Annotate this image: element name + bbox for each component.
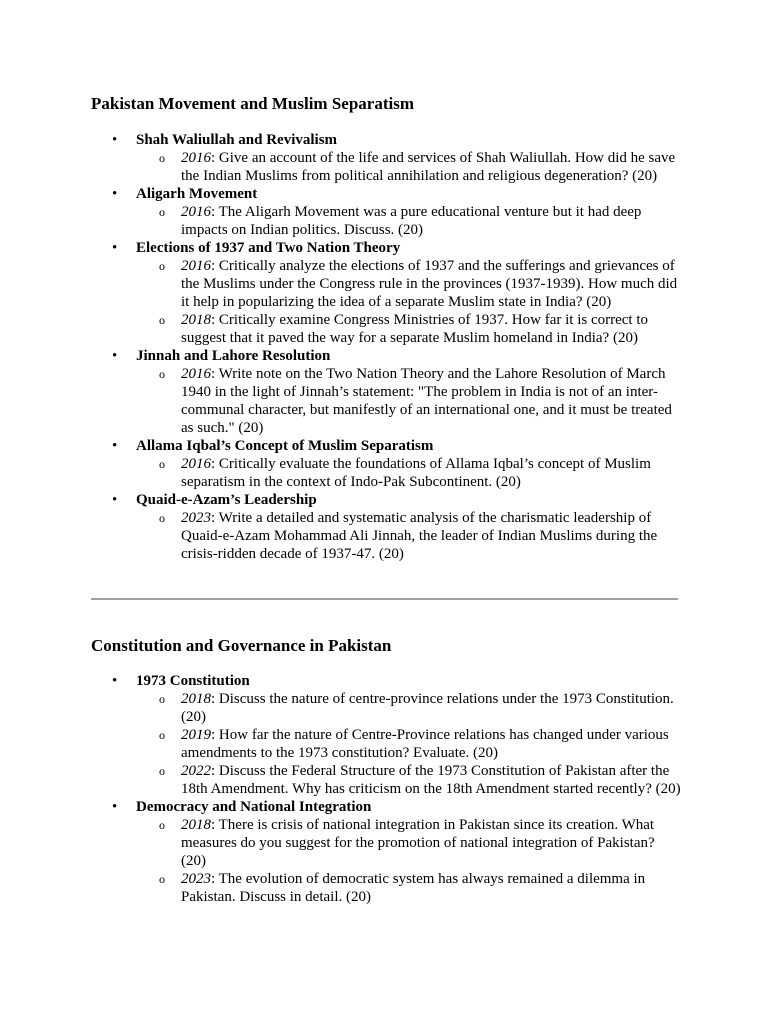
question-list bbox=[136, 455, 681, 491]
topic-item bbox=[91, 437, 681, 491]
question-text: : Discuss the nature of centre-province relations under the 1973 Constitution. (20) bbox=[181, 691, 674, 725]
sub-bullet-icon: o bbox=[159, 692, 165, 706]
bullet-icon: • bbox=[112, 673, 118, 689]
section-constitution-governance bbox=[91, 635, 681, 906]
question-item bbox=[136, 726, 681, 762]
question-item bbox=[136, 365, 681, 437]
question-list bbox=[136, 816, 681, 906]
topic-item bbox=[91, 347, 681, 437]
question-item bbox=[136, 149, 681, 185]
question-list bbox=[136, 149, 681, 185]
question-item bbox=[136, 509, 681, 563]
bullet-icon: • bbox=[112, 348, 118, 364]
topic-title: Allama Iqbal’s Concept of Muslim Separatism bbox=[136, 438, 434, 454]
bullet-icon: • bbox=[112, 438, 118, 454]
topic-item bbox=[91, 185, 681, 239]
sub-bullet-icon: o bbox=[159, 728, 165, 742]
section-divider bbox=[91, 598, 678, 600]
topic-item bbox=[91, 672, 681, 798]
bullet-icon: • bbox=[112, 240, 118, 256]
question-list bbox=[136, 690, 681, 798]
sub-bullet-icon: o bbox=[159, 457, 165, 471]
question-item bbox=[136, 762, 681, 798]
question-year: 2023 bbox=[181, 510, 211, 526]
question-item bbox=[136, 203, 681, 239]
question-text: : The Aligarh Movement was a pure educational venture but it had deep impacts on Indian politics. Discuss. (20) bbox=[181, 204, 642, 238]
question-item bbox=[136, 816, 681, 870]
topic-item bbox=[91, 491, 681, 563]
bullet-icon: • bbox=[112, 492, 118, 508]
topic-item bbox=[91, 239, 681, 347]
question-year: 2019 bbox=[181, 727, 211, 743]
sub-bullet-icon: o bbox=[159, 151, 165, 165]
question-year: 2016 bbox=[181, 204, 211, 220]
topic-title: Quaid-e-Azam’s Leadership bbox=[136, 492, 317, 508]
topic-title: Jinnah and Lahore Resolution bbox=[136, 348, 331, 364]
sub-bullet-icon: o bbox=[159, 764, 165, 778]
question-text: : There is crisis of national integration in Pakistan since its creation. What measures do you suggest for the promotion of national integration of Pakistan? (20) bbox=[181, 817, 655, 869]
topic-list bbox=[91, 672, 681, 906]
question-year: 2016 bbox=[181, 150, 211, 166]
topic-title: Shah Waliullah and Revivalism bbox=[136, 132, 338, 148]
topic-title: Elections of 1937 and Two Nation Theory bbox=[136, 240, 401, 256]
bullet-icon: • bbox=[112, 186, 118, 202]
question-text: : Discuss the Federal Structure of the 1973 Constitution of Pakistan after the 18th Amendment. Why has criticism on the 18th Amendment started recently? (20) bbox=[181, 763, 681, 797]
question-year: 2016 bbox=[181, 456, 211, 472]
question-year: 2023 bbox=[181, 871, 211, 887]
topic-list bbox=[91, 131, 681, 563]
sub-bullet-icon: o bbox=[159, 205, 165, 219]
question-text: : Write a detailed and systematic analysis of the charismatic leadership of Quaid-e-Azam Mohammad Ali Jinnah, the leader of Indian Muslims during the crisis-ridden decade of 1937-47. (20) bbox=[181, 510, 658, 562]
sub-bullet-icon: o bbox=[159, 511, 165, 525]
question-text: : Critically examine Congress Ministries of 1937. How far it is correct to suggest that it paved the way for a separate Muslim homeland in India? (20) bbox=[181, 312, 648, 346]
question-item bbox=[136, 257, 681, 311]
topic-title: 1973 Constitution bbox=[136, 673, 250, 689]
question-list bbox=[136, 365, 681, 437]
topic-item bbox=[91, 798, 681, 906]
section-title: Constitution and Governance in Pakistan bbox=[91, 636, 392, 655]
question-year: 2016 bbox=[181, 258, 211, 274]
sub-bullet-icon: o bbox=[159, 872, 165, 886]
question-item bbox=[136, 870, 681, 906]
bullet-icon: • bbox=[112, 132, 118, 148]
question-year: 2018 bbox=[181, 817, 211, 833]
question-year: 2022 bbox=[181, 763, 211, 779]
question-year: 2016 bbox=[181, 366, 211, 382]
topic-item bbox=[91, 131, 681, 185]
question-item bbox=[136, 455, 681, 491]
topic-title: Aligarh Movement bbox=[136, 186, 258, 202]
sub-bullet-icon: o bbox=[159, 367, 165, 381]
section-title: Pakistan Movement and Muslim Separatism bbox=[91, 94, 414, 113]
question-text: : Write note on the Two Nation Theory and the Lahore Resolution of March 1940 in the light of Jinnah’s statement: "The problem in India is not of an inter-communal character, but manifestly of an international one, and it must be treated as such." (20) bbox=[181, 366, 672, 436]
question-list bbox=[136, 509, 681, 563]
question-item bbox=[136, 690, 681, 726]
sub-bullet-icon: o bbox=[159, 313, 165, 327]
question-text: : The evolution of democratic system has always remained a dilemma in Pakistan. Discuss in detail. (20) bbox=[181, 871, 646, 905]
question-text: : Give an account of the life and services of Shah Waliullah. How did he save the Indian Muslims from political annihilation and religious degeneration? (20) bbox=[181, 150, 676, 184]
question-list bbox=[136, 203, 681, 239]
question-item bbox=[136, 311, 681, 347]
question-text: : How far the nature of Centre-Province relations has changed under various amendments to the 1973 constitution? Evaluate. (20) bbox=[181, 727, 669, 761]
question-text: : Critically analyze the elections of 1937 and the sufferings and grievances of the Muslims under the Congress rule in the provinces (1937-1939). How much did it help in popularizing the idea of a separate Muslim state in India? (20) bbox=[181, 258, 678, 310]
topic-title: Democracy and National Integration bbox=[136, 799, 372, 815]
bullet-icon: • bbox=[112, 799, 118, 815]
sub-bullet-icon: o bbox=[159, 259, 165, 273]
question-text: : Critically evaluate the foundations of Allama Iqbal’s concept of Muslim separatism in the context of Indo-Pak Subcontinent. (20) bbox=[181, 456, 651, 490]
section-pakistan-movement bbox=[91, 93, 681, 563]
question-list bbox=[136, 257, 681, 347]
question-year: 2018 bbox=[181, 691, 211, 707]
question-year: 2018 bbox=[181, 312, 211, 328]
sub-bullet-icon: o bbox=[159, 818, 165, 832]
